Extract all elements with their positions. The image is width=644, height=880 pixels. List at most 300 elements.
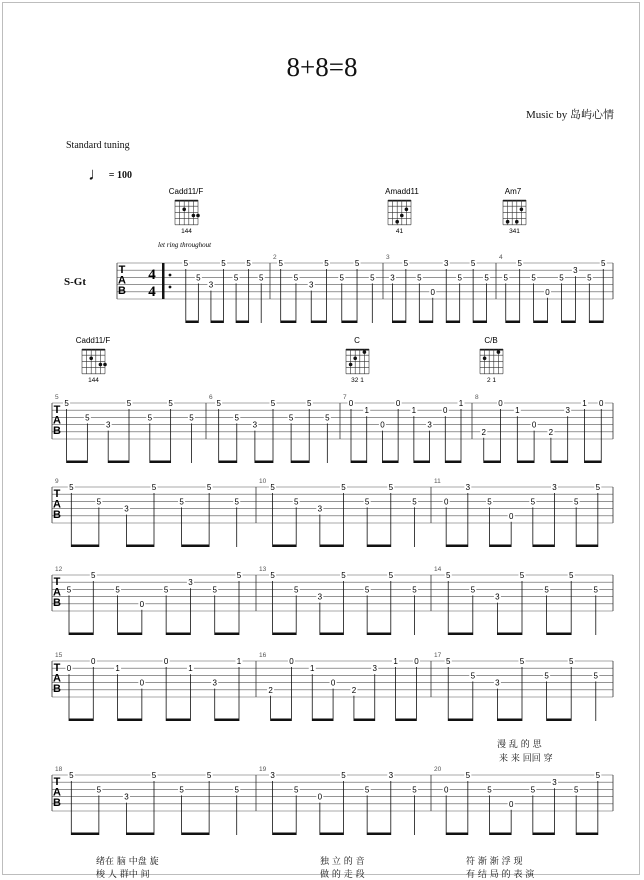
beam: [273, 545, 297, 548]
fret-number: 5: [69, 771, 74, 780]
chord-dot: [515, 220, 519, 224]
fret-number: 3: [565, 406, 570, 416]
time-signature-top: 4: [148, 267, 156, 283]
fret-number: 0: [348, 399, 354, 408]
fret-number: 0: [66, 664, 72, 674]
beam: [551, 461, 568, 464]
beam: [414, 461, 430, 464]
fret-number: 5: [388, 483, 394, 492]
fret-number: 5: [484, 273, 489, 283]
fret-number: 5: [595, 771, 601, 780]
fret-number: 1: [188, 664, 193, 674]
fret-number: 3: [443, 259, 449, 268]
fret-number: 5: [179, 785, 184, 795]
tab-clef-letter: T: [53, 576, 61, 588]
fret-number: 5: [339, 273, 344, 283]
beam: [533, 833, 555, 836]
repeat-dot: [169, 274, 172, 277]
beam: [108, 461, 129, 464]
fret-number: 5: [412, 497, 417, 507]
chord-fingering: 144: [88, 376, 99, 384]
beam: [182, 545, 210, 548]
fret-number: 5: [503, 273, 508, 283]
beam: [446, 321, 459, 324]
tab-clef-letter: T: [53, 488, 61, 500]
beam: [219, 461, 237, 464]
fret-number: 1: [515, 406, 520, 416]
fret-number: 5: [293, 497, 299, 507]
fret-number: 2: [481, 427, 486, 437]
fret-number: 3: [495, 678, 500, 688]
fret-number: 5: [306, 399, 312, 408]
chord-fingering: 341: [509, 227, 520, 235]
fret-number: 5: [236, 571, 242, 580]
fret-number: 5: [168, 399, 173, 408]
fret-number: 5: [96, 785, 102, 795]
beam: [342, 321, 357, 324]
beam: [506, 321, 520, 324]
chord-dot: [405, 208, 409, 212]
beam: [584, 461, 601, 464]
beam: [273, 633, 297, 636]
beam: [351, 461, 367, 464]
fret-number: 0: [545, 287, 550, 297]
fret-number: 5: [587, 273, 592, 283]
beam: [311, 321, 326, 324]
fret-number: 3: [208, 280, 214, 290]
beam: [215, 719, 239, 722]
chord-dot: [103, 363, 107, 367]
chord-dot: [196, 214, 200, 218]
measure-number: 4: [499, 254, 503, 261]
beam: [182, 833, 210, 836]
fret-number: 0: [508, 511, 514, 521]
fret-number: 5: [601, 259, 606, 268]
fret-number: 2: [268, 685, 273, 695]
fret-number: 5: [206, 771, 212, 780]
beam: [448, 719, 473, 722]
fret-number: 3: [372, 664, 377, 674]
beam: [533, 545, 555, 548]
fret-number: 5: [364, 585, 370, 595]
chord-name: C/B: [484, 336, 498, 345]
fret-number: 5: [234, 413, 240, 423]
measure-number: 5: [55, 394, 59, 401]
measure-number: 20: [434, 766, 442, 773]
fret-number: 5: [445, 571, 451, 580]
measure-number: 3: [386, 254, 390, 261]
fret-number: 1: [236, 657, 242, 666]
fret-number: 0: [330, 678, 336, 688]
fret-number: 3: [573, 266, 578, 276]
fret-number: 5: [487, 785, 492, 795]
lyric-line: 漫 乱 的 思: [497, 740, 542, 750]
fret-number: 5: [293, 785, 299, 795]
chord-fingering: 32 1: [351, 376, 364, 384]
fret-number: 5: [324, 259, 329, 268]
fret-number: 5: [115, 585, 120, 595]
measure-number: 14: [434, 566, 442, 573]
beam: [186, 321, 199, 324]
beam: [547, 633, 572, 636]
chord-dot: [89, 357, 93, 361]
fret-number: 5: [470, 671, 476, 681]
beam: [589, 321, 603, 324]
tab-clef-letter: T: [53, 776, 61, 788]
fret-number: 5: [126, 399, 132, 408]
measure-number: 11: [434, 478, 441, 485]
fret-number: 3: [317, 592, 323, 602]
fret-number: 0: [395, 399, 401, 408]
fret-number: 0: [380, 420, 385, 430]
fret-number: 5: [517, 259, 522, 268]
fret-number: 5: [531, 273, 536, 283]
lyric-line: 符 渐 渐 浮 现: [466, 857, 523, 867]
fret-number: 5: [470, 259, 476, 268]
beam: [215, 633, 239, 636]
fret-number: 5: [341, 771, 346, 780]
fret-number: 0: [443, 406, 448, 416]
time-signature-bottom: 4: [148, 284, 156, 300]
fret-number: 5: [568, 657, 574, 666]
fret-number: 0: [289, 657, 294, 666]
chord-dot: [353, 357, 357, 361]
chord-fingering: 144: [181, 227, 192, 235]
fret-number: 0: [443, 497, 449, 507]
chord-fingering: 2 1: [486, 376, 497, 384]
fret-number: 0: [91, 657, 96, 666]
fret-number: 5: [364, 785, 370, 795]
fret-number: 0: [599, 399, 604, 408]
chord-dot: [99, 363, 103, 367]
fret-number: 5: [216, 399, 221, 408]
beam: [473, 321, 486, 324]
fret-number: 0: [139, 599, 145, 609]
tab-clef-letter: T: [118, 264, 126, 276]
tab-clef-letter: A: [53, 672, 61, 685]
measure-number: 2: [273, 254, 277, 261]
measure-number: 16: [259, 652, 267, 659]
fret-number: 5: [412, 785, 417, 795]
tab-clef-letter: A: [53, 786, 61, 799]
tab-clef-letter: B: [53, 683, 61, 695]
fret-number: 5: [196, 273, 201, 283]
fret-number: 5: [341, 571, 346, 580]
beam: [576, 545, 598, 548]
beam: [69, 719, 93, 722]
repeat-dot: [169, 286, 172, 289]
fret-number: 5: [403, 259, 409, 268]
fret-number: 5: [221, 259, 226, 268]
fret-number: 5: [293, 273, 299, 283]
beam: [484, 461, 501, 464]
beam: [320, 633, 344, 636]
fret-number: 5: [233, 273, 239, 283]
beam: [419, 321, 432, 324]
measure-number: 13: [259, 566, 267, 573]
beam: [320, 833, 344, 836]
chord-name: Cadd11/F: [75, 336, 111, 345]
song-title: 8+8=8: [286, 52, 358, 82]
chord-name: Cadd11/F: [168, 187, 204, 196]
lyric-line: 来 来 回回 穿: [499, 754, 553, 764]
beam: [448, 633, 473, 636]
fret-number: 5: [179, 497, 184, 507]
tab-clef-letter: T: [53, 404, 61, 416]
fret-number: 5: [530, 785, 536, 795]
fret-number: 3: [388, 771, 394, 780]
fret-number: 5: [465, 771, 471, 780]
measure-number: 8: [475, 394, 479, 401]
chord-fingering: 41: [395, 227, 404, 235]
beam: [490, 545, 512, 548]
measure-number: 6: [209, 394, 213, 401]
fret-number: 5: [595, 483, 601, 492]
beam: [255, 461, 273, 464]
fret-number: 5: [234, 785, 239, 795]
fret-number: 5: [91, 571, 96, 580]
composer-credit: Music by 岛屿心情: [526, 109, 614, 121]
fret-number: 5: [364, 497, 370, 507]
fret-number: 0: [508, 799, 514, 809]
chord-dot: [520, 208, 524, 212]
quarter-note-icon: ♩: [88, 164, 106, 184]
beam: [382, 461, 398, 464]
tuning-label: Standard tuning: [66, 140, 130, 151]
fret-number: 5: [487, 497, 492, 507]
chord-name: Am7: [504, 187, 522, 196]
fret-number: 5: [151, 483, 157, 492]
beam: [291, 461, 309, 464]
tab-clef-letter: B: [53, 509, 61, 521]
fret-number: 0: [317, 792, 323, 802]
beam: [445, 461, 461, 464]
fret-number: 5: [278, 259, 283, 268]
beam: [576, 833, 598, 836]
lyric-line: 独 立 的 音: [320, 857, 365, 867]
fret-number: 5: [66, 585, 72, 595]
measure-number: 19: [259, 766, 267, 773]
lyric-line: 有 结 局 的 表 演: [466, 870, 535, 880]
tab-clef-letter: B: [118, 285, 126, 297]
fret-number: 3: [124, 504, 129, 514]
beam: [354, 719, 375, 722]
fret-number: 5: [288, 413, 294, 423]
beam: [392, 321, 405, 324]
chord-dot: [497, 350, 501, 354]
lyric-line: 做 的 走 段: [320, 870, 365, 880]
beam: [211, 321, 224, 324]
fret-number: 5: [544, 585, 549, 595]
fret-number: 3: [212, 678, 217, 688]
tab-clef-letter: T: [53, 662, 61, 674]
fret-number: 3: [465, 483, 471, 492]
fret-number: 3: [552, 483, 557, 492]
fret-number: 5: [270, 483, 275, 492]
fret-number: 5: [64, 399, 69, 408]
fret-number: 5: [96, 497, 102, 507]
fret-number: 0: [414, 657, 419, 666]
fret-number: 5: [370, 273, 375, 283]
chord-dot: [349, 363, 353, 367]
beam: [367, 545, 391, 548]
tab-clef-letter: A: [118, 274, 126, 287]
fret-number: 5: [445, 657, 451, 666]
beam: [271, 719, 292, 722]
fret-number: 3: [390, 273, 395, 283]
fret-number: 5: [470, 585, 476, 595]
fret-number: 0: [498, 399, 503, 408]
fret-number: 5: [341, 483, 346, 492]
fret-number: 5: [212, 585, 217, 595]
fret-number: 5: [559, 273, 564, 283]
fret-number: 0: [430, 287, 436, 297]
tab-clef-letter: A: [53, 414, 61, 427]
fret-number: 1: [582, 399, 587, 408]
beam: [534, 321, 548, 324]
tempo-value: = 100: [108, 170, 132, 181]
measure-number: 10: [259, 478, 267, 485]
fret-number: 5: [206, 483, 212, 492]
fret-number: 5: [270, 399, 276, 408]
fret-number: 5: [147, 413, 153, 423]
fret-number: 5: [388, 571, 394, 580]
fret-number: 5: [519, 571, 525, 580]
beam: [312, 719, 333, 722]
tab-clef-letter: B: [53, 797, 61, 809]
chord-name: Amadd11: [385, 187, 419, 196]
fret-number: 5: [573, 497, 579, 507]
fret-number: 0: [163, 657, 169, 666]
start-repeat-bar: [162, 263, 165, 299]
beam: [490, 833, 512, 836]
measure-number: 9: [55, 478, 59, 485]
chord-dot: [506, 220, 510, 224]
chord-dot: [363, 350, 367, 354]
fret-number: 2: [548, 427, 554, 437]
beam: [236, 321, 249, 324]
fret-number: 0: [139, 678, 145, 688]
fret-number: 1: [310, 664, 315, 674]
fret-number: 5: [457, 273, 462, 283]
beam: [561, 321, 575, 324]
beam: [126, 833, 154, 836]
fret-number: 5: [183, 259, 189, 268]
tab-clef-letter: A: [53, 498, 61, 511]
fret-number: 5: [544, 671, 549, 681]
fret-number: 0: [531, 420, 537, 430]
lyric-line: 绪在 脑 中盘 旋: [96, 857, 159, 867]
beam: [547, 719, 572, 722]
tab-clef-letter: B: [53, 425, 61, 437]
measure-number: 7: [343, 394, 347, 401]
fret-number: 5: [293, 585, 299, 595]
beam: [118, 719, 142, 722]
beam: [273, 833, 297, 836]
beam: [150, 461, 171, 464]
fret-number: 5: [189, 413, 194, 423]
beam: [497, 633, 522, 636]
fret-number: 1: [364, 406, 369, 416]
fret-number: 5: [325, 413, 330, 423]
fret-number: 5: [234, 497, 239, 507]
fret-number: 5: [258, 273, 264, 283]
fret-number: 3: [252, 420, 258, 430]
fret-number: 3: [309, 280, 314, 290]
beam: [67, 461, 88, 464]
beam: [497, 719, 522, 722]
beam: [69, 633, 93, 636]
fret-number: 5: [151, 771, 157, 780]
fret-number: 0: [443, 785, 449, 795]
fret-number: 3: [188, 578, 193, 588]
chord-dot: [395, 220, 399, 224]
tab-clef-letter: B: [53, 597, 61, 609]
measure-number: 12: [55, 566, 63, 573]
lyric-line: 梭 人 群中 间: [96, 870, 150, 880]
fret-number: 5: [69, 483, 74, 492]
fret-number: 5: [163, 585, 169, 595]
chord-dot: [400, 214, 404, 218]
chord-dot: [483, 357, 487, 361]
fret-number: 5: [573, 785, 579, 795]
fret-number: 5: [593, 671, 599, 681]
measure-number: 15: [55, 652, 63, 659]
fret-number: 2: [351, 685, 357, 695]
fret-number: 5: [519, 657, 525, 666]
fret-number: 3: [495, 592, 500, 602]
fret-number: 5: [246, 259, 251, 268]
beam: [367, 633, 391, 636]
fret-number: 5: [354, 259, 360, 268]
chord-dot: [192, 214, 196, 218]
fret-number: 1: [393, 657, 398, 666]
measure-number: 18: [55, 766, 63, 773]
fret-number: 5: [568, 571, 574, 580]
fret-number: 3: [317, 504, 323, 514]
track-name: S-Gt: [64, 276, 86, 288]
chord-name: C: [354, 336, 360, 345]
beam: [118, 633, 142, 636]
beam: [367, 833, 391, 836]
fret-number: 1: [411, 406, 417, 416]
measure-number: 17: [434, 652, 442, 659]
fret-number: 3: [105, 420, 111, 430]
beam: [166, 633, 190, 636]
beam: [517, 461, 534, 464]
beam: [126, 545, 154, 548]
beam: [396, 719, 417, 722]
fret-number: 5: [530, 497, 536, 507]
fret-number: 5: [412, 585, 417, 595]
fret-number: 3: [427, 420, 432, 430]
fret-number: 5: [270, 571, 275, 580]
fret-number: 3: [124, 792, 129, 802]
tab-clef-letter: A: [53, 586, 61, 599]
let-ring-text: let ring throughout: [158, 241, 212, 249]
chord-dot: [182, 208, 186, 212]
beam: [166, 719, 190, 722]
beam: [71, 545, 99, 548]
fret-number: 1: [458, 399, 464, 408]
beam: [281, 321, 296, 324]
beam: [446, 545, 468, 548]
beam: [320, 545, 344, 548]
beam: [71, 833, 99, 836]
beam: [446, 833, 468, 836]
fret-number: 5: [593, 585, 599, 595]
fret-number: 3: [270, 771, 275, 780]
